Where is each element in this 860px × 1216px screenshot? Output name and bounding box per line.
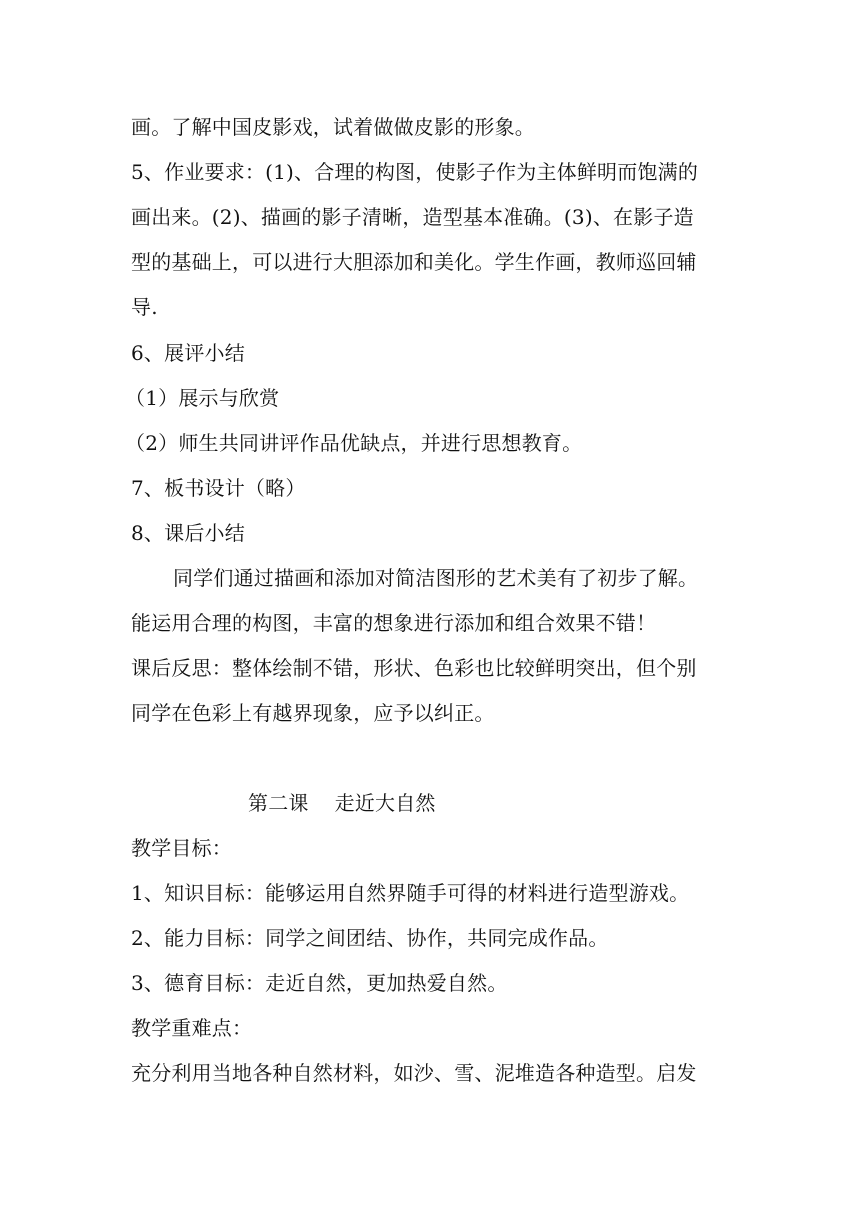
text-line: 型的基础上，可以进行大胆添加和美化。学生作画，教师巡回辅 xyxy=(131,250,697,274)
text-line: 画出来。(2)、描画的影子清晰，造型基本准确。(3)、在影子造 xyxy=(131,205,694,229)
lesson-name: 走近大自然 xyxy=(334,791,436,815)
text-line: 画。了解中国皮影戏，试着做做皮影的形象。 xyxy=(131,115,535,139)
text-line: 2、能力目标：同学之间团结、协作，共同完成作品。 xyxy=(131,926,609,950)
section-heading: 教学重难点： xyxy=(131,1016,253,1040)
text-line: 5、作业要求：(1)、合理的构图，使影子作为主体鲜明而饱满的 xyxy=(131,160,699,184)
text-line: 3、德育目标：走近自然，更加热爱自然。 xyxy=(131,971,508,995)
lesson-title xyxy=(248,788,858,818)
text-line: 充分利用当地各种自然材料，如沙、雪、泥堆造各种造型。启发 xyxy=(131,1061,697,1085)
text-line: 1、知识目标：能够运用自然界随手可得的材料进行造型游戏。 xyxy=(131,881,690,905)
reflection-line: 同学在色彩上有越界现象，应予以纠正。 xyxy=(131,701,495,725)
text-line: 导. xyxy=(131,295,158,319)
list-item: （1）展示与欣赏 xyxy=(125,386,280,410)
list-item: （2）师生共同讲评作品优缺点，并进行思想教育。 xyxy=(125,431,583,455)
section-heading: 6、展评小结 xyxy=(131,341,245,365)
lesson-number: 第二课 xyxy=(248,791,309,815)
summary-line: 同学们通过描画和添加对简洁图形的艺术美有了初步了解。 xyxy=(173,566,699,590)
reflection-line: 课后反思：整体绘制不错，形状、色彩也比较鲜明突出，但个别 xyxy=(131,656,697,680)
summary-line: 能运用合理的构图，丰富的想象进行添加和组合效果不错！ xyxy=(131,611,657,635)
section-heading: 8、课后小结 xyxy=(131,521,245,545)
section-heading: 7、板书设计（略） xyxy=(131,476,306,500)
section-heading: 教学目标： xyxy=(131,836,232,860)
